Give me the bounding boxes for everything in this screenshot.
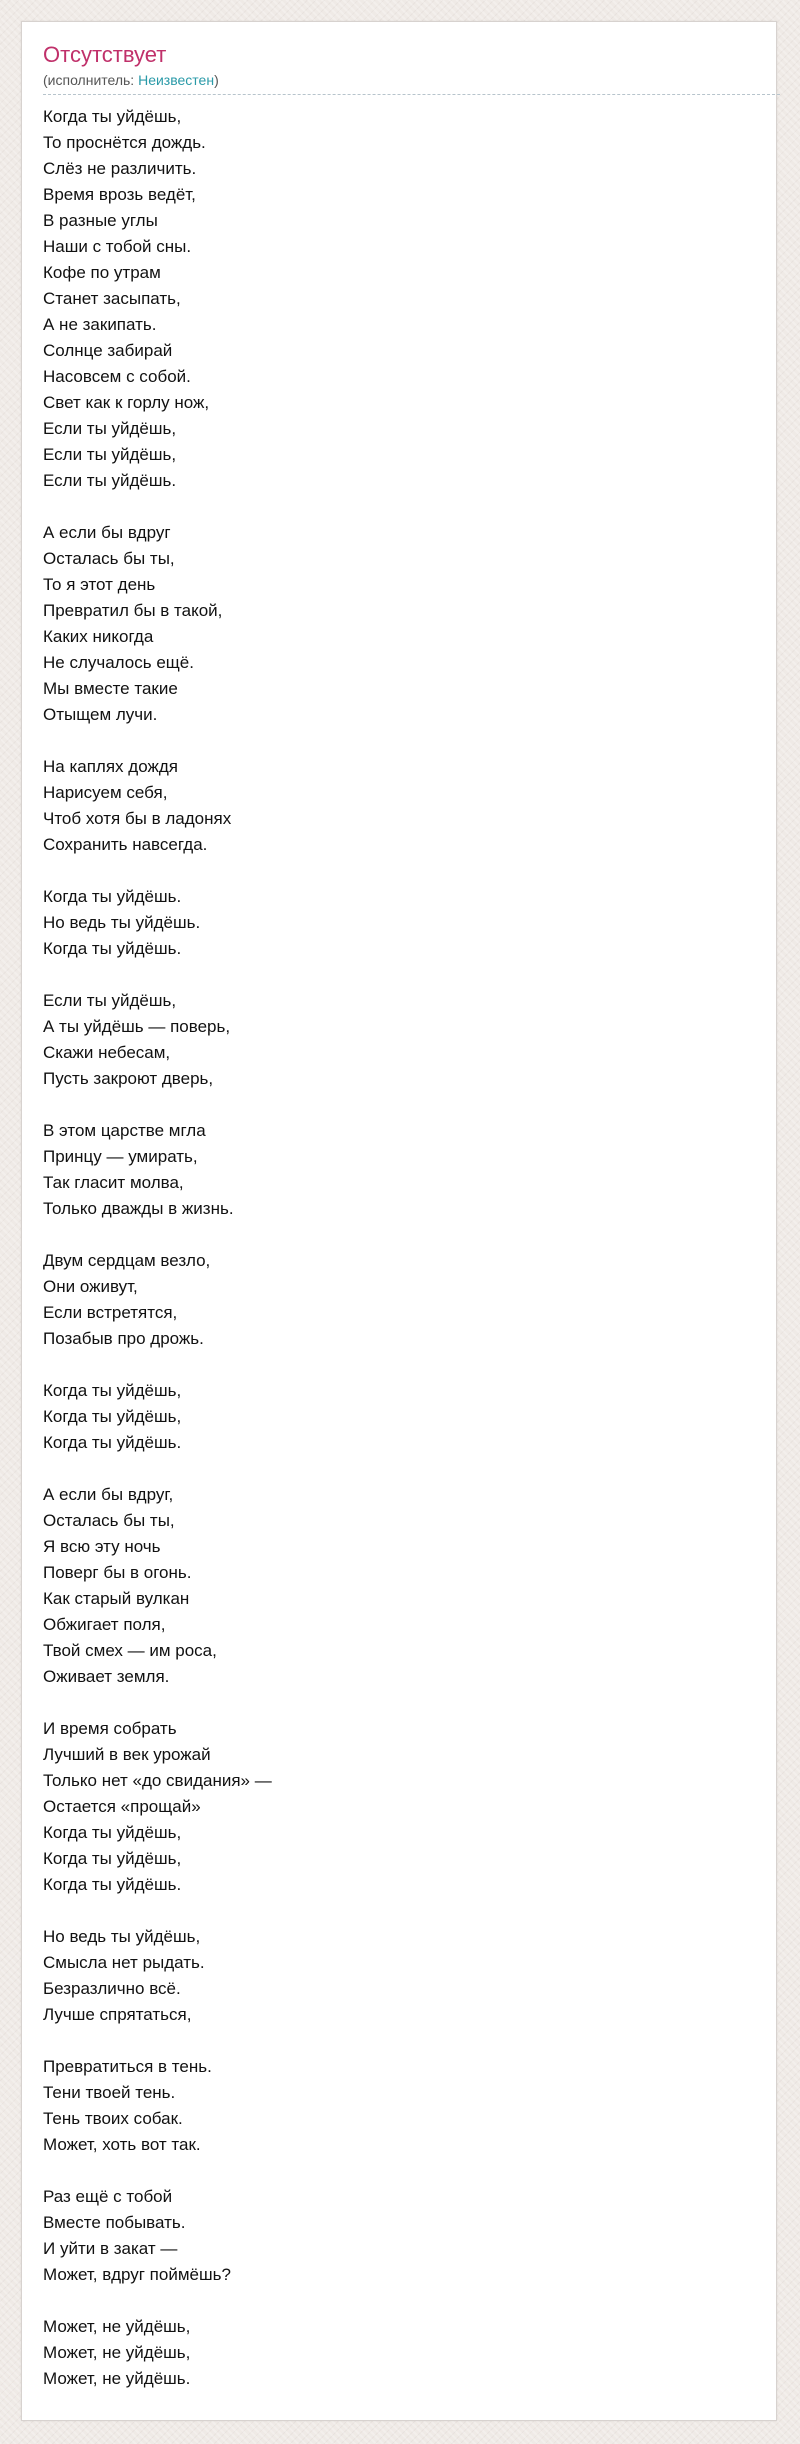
lyric-line: Осталась бы ты,: [43, 1511, 175, 1530]
lyric-line: Они оживут,: [43, 1277, 138, 1296]
lyric-line: Чтоб хотя бы в ладонях: [43, 809, 232, 828]
lyric-line: Превратиться в тень.: [43, 2057, 212, 2076]
artist-suffix: ): [214, 72, 219, 88]
lyric-line: Мы вместе такие: [43, 679, 178, 698]
lyric-line: Лучший в век урожай: [43, 1745, 211, 1764]
lyric-line: Когда ты уйдёшь,: [43, 107, 182, 126]
lyric-line: Скажи небесам,: [43, 1043, 171, 1062]
lyric-line: Превратил бы в такой,: [43, 601, 223, 620]
lyrics-stanza: [43, 1924, 763, 2028]
lyric-line: А если бы вдруг,: [43, 1485, 174, 1504]
lyric-line: Раз ещё с тобой: [43, 2187, 173, 2206]
lyric-line: Свет как к горлу нож,: [43, 393, 210, 412]
lyric-line: Тень твоих собак.: [43, 2109, 183, 2128]
lyric-line: Тени твоей тень.: [43, 2083, 176, 2102]
lyric-line: Когда ты уйдёшь,: [43, 1407, 182, 1426]
artist-link[interactable]: Неизвестен: [138, 72, 215, 88]
lyrics-stanza: [43, 2184, 763, 2288]
lyric-line: Когда ты уйдёшь.: [43, 887, 182, 906]
lyric-line: Сохранить навсегда.: [43, 835, 208, 854]
lyric-line: Если ты уйдёшь,: [43, 419, 177, 438]
lyric-line: Но ведь ты уйдёшь,: [43, 1927, 201, 1946]
lyric-line: Солнце забирай: [43, 341, 173, 360]
lyric-line: А если бы вдруг: [43, 523, 171, 542]
lyric-line: А не закипать.: [43, 315, 157, 334]
lyric-line: В этом царстве мгла: [43, 1121, 206, 1140]
lyric-line: Но ведь ты уйдёшь.: [43, 913, 201, 932]
lyric-line: Когда ты уйдёшь.: [43, 939, 182, 958]
lyric-line: Насовсем с собой.: [43, 367, 191, 386]
lyric-line: Обжигает поля,: [43, 1615, 166, 1634]
lyric-line: Оживает земля.: [43, 1667, 170, 1686]
lyric-line: Как старый вулкан: [43, 1589, 190, 1608]
artist-meta: [43, 71, 219, 89]
lyric-line: Когда ты уйдёшь,: [43, 1849, 182, 1868]
lyrics-body: [43, 104, 763, 2418]
lyric-line: Время врозь ведёт,: [43, 185, 196, 204]
lyric-line: Так гласит молва,: [43, 1173, 184, 1192]
lyric-line: И время собрать: [43, 1719, 177, 1738]
artist-prefix: (исполнитель:: [43, 72, 139, 88]
song-header: [43, 42, 780, 95]
lyric-line: Если ты уйдёшь.: [43, 471, 177, 490]
lyric-line: Кофе по утрам: [43, 263, 161, 282]
lyric-line: Если встретятся,: [43, 1303, 178, 1322]
lyric-line: Только нет «до свидания» —: [43, 1771, 272, 1790]
lyric-line: Когда ты уйдёшь.: [43, 1433, 182, 1452]
lyric-line: Двум сердцам везло,: [43, 1251, 211, 1270]
lyric-line: Станет засыпать,: [43, 289, 181, 308]
lyric-line: То проснётся дождь.: [43, 133, 206, 152]
lyric-line: Может, вдруг поймёшь?: [43, 2265, 231, 2284]
lyric-line: Только дважды в жизнь.: [43, 1199, 234, 1218]
lyric-line: Остается «прощай»: [43, 1797, 201, 1816]
lyrics-stanza: [43, 1716, 763, 1898]
lyric-line: То я этот день: [43, 575, 156, 594]
lyric-line: Может, не уйдёшь,: [43, 2317, 191, 2336]
lyric-line: Я всю эту ночь: [43, 1537, 161, 1556]
lyric-line: Если ты уйдёшь,: [43, 991, 177, 1010]
lyric-line: Лучше спрятаться,: [43, 2005, 192, 2024]
lyrics-stanza: [43, 988, 763, 1092]
lyrics-stanza: [43, 1378, 763, 1456]
lyrics-stanza: [43, 2054, 763, 2158]
lyric-line: Смысла нет рыдать.: [43, 1953, 205, 1972]
lyric-line: Поверг бы в огонь.: [43, 1563, 192, 1582]
lyric-line: Позабыв про дрожь.: [43, 1329, 204, 1348]
lyric-line: Безразлично всё.: [43, 1979, 181, 1998]
lyrics-card: [21, 21, 777, 2421]
song-title: Отсутствует: [43, 42, 167, 67]
lyric-line: Нарисуем себя,: [43, 783, 168, 802]
lyric-line: И уйти в закат —: [43, 2239, 178, 2258]
lyrics-stanza: [43, 520, 763, 728]
lyric-line: На каплях дождя: [43, 757, 178, 776]
lyric-line: Твой смех — им роса,: [43, 1641, 217, 1660]
lyrics-stanza: [43, 1118, 763, 1222]
lyric-line: Наши с тобой сны.: [43, 237, 192, 256]
lyric-line: А ты уйдёшь — поверь,: [43, 1017, 231, 1036]
lyric-line: Каких никогда: [43, 627, 154, 646]
lyric-line: Пусть закроют дверь,: [43, 1069, 214, 1088]
lyric-line: Может, не уйдёшь,: [43, 2343, 191, 2362]
lyrics-stanza: [43, 104, 763, 494]
lyric-line: Когда ты уйдёшь,: [43, 1381, 182, 1400]
lyrics-stanza: [43, 1248, 763, 1352]
lyric-line: Принцу — умирать,: [43, 1147, 198, 1166]
lyric-line: Когда ты уйдёшь,: [43, 1823, 182, 1842]
lyric-line: Слёз не различить.: [43, 159, 197, 178]
lyric-line: Осталась бы ты,: [43, 549, 175, 568]
lyrics-stanza: [43, 2314, 763, 2392]
lyric-line: Вместе побывать.: [43, 2213, 186, 2232]
lyric-line: Не случалось ещё.: [43, 653, 194, 672]
lyric-line: Может, хоть вот так.: [43, 2135, 201, 2154]
lyric-line: Может, не уйдёшь.: [43, 2369, 191, 2388]
lyrics-stanza: [43, 884, 763, 962]
lyric-line: В разные углы: [43, 211, 158, 230]
lyrics-stanza: [43, 754, 763, 858]
lyric-line: Если ты уйдёшь,: [43, 445, 177, 464]
lyric-line: Когда ты уйдёшь.: [43, 1875, 182, 1894]
lyrics-stanza: [43, 1482, 763, 1690]
lyric-line: Отыщем лучи.: [43, 705, 158, 724]
